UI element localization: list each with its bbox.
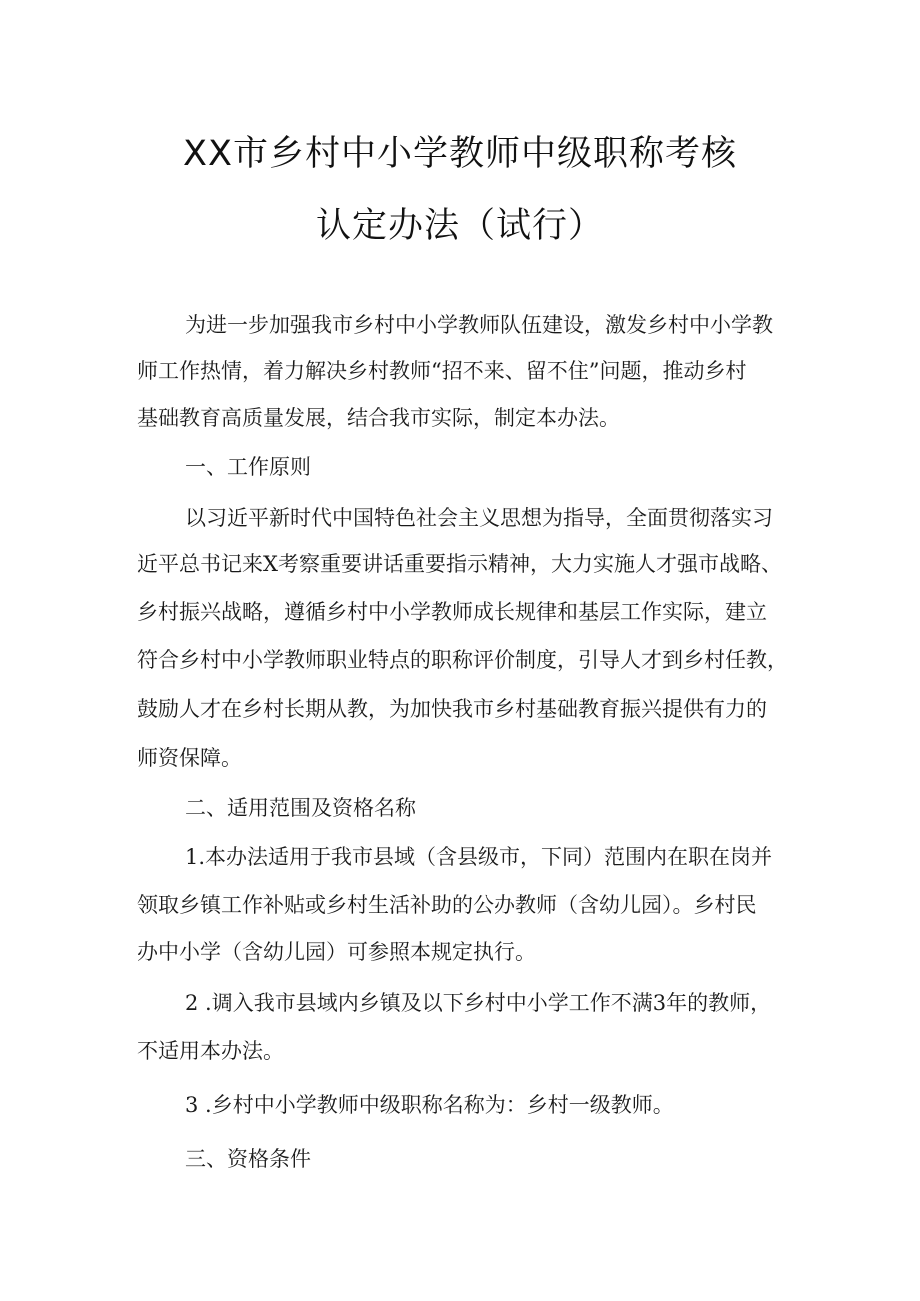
principles-line-3: 乡村振兴战略，遵循乡村中小学教师成长规律和基层工作实际，建立 bbox=[137, 600, 767, 624]
section-heading-qualifications: 三、资格条件 bbox=[185, 1147, 311, 1171]
section-heading-scope: 二、适用范围及资格名称 bbox=[185, 796, 416, 820]
intro-line-2: 师工作热情，着力解决乡村教师“招不来、留不住”问题，推动乡村 bbox=[137, 359, 747, 383]
principles-line-5: 鼓励人才在乡村长期从教，为加快我市乡村基础教育振兴提供有力的 bbox=[137, 697, 767, 721]
principles-line-4: 符合乡村中小学教师职业特点的职称评价制度，引导人才到乡村任教， bbox=[137, 648, 788, 672]
scope-item-1-line-2: 领取乡镇工作补贴或乡村生活补助的公办教师（含幼儿园）。乡村民 bbox=[137, 893, 757, 917]
intro-line-3: 基础教育高质量发展，结合我市实际，制定本办法。 bbox=[137, 406, 620, 430]
scope-item-1-line-3: 办中小学（含幼儿园）可参照本规定执行。 bbox=[137, 940, 536, 964]
scope-item-3: 3 .乡村中小学教师中级职称名称为：乡村一级教师。 bbox=[185, 1093, 674, 1117]
section-heading-principles: 一、工作原则 bbox=[185, 455, 311, 479]
scope-item-2-line-1: 2 .调入我市县域内乡镇及以下乡村中小学工作不满3年的教师， bbox=[185, 991, 772, 1015]
principles-line-6: 师资保障。 bbox=[137, 746, 242, 770]
document-title-line-1: XX市乡村中小学教师中级职称考核 bbox=[183, 134, 737, 174]
principles-line-2: 近平总书记来X考察重要讲话重要指示精神，大力实施人才强市战略、 bbox=[137, 552, 782, 576]
document-title-line-2: 认定办法（试行） bbox=[315, 206, 604, 246]
scope-item-1-line-1: 1.本办法适用于我市县域（含县级市，下同）范围内在职在岗并 bbox=[185, 845, 773, 869]
intro-line-1: 为进一步加强我市乡村中小学教师队伍建设，激发乡村中小学教 bbox=[185, 313, 773, 337]
scope-item-2-line-2: 不适用本办法。 bbox=[137, 1039, 284, 1063]
principles-line-1: 以习近平新时代中国特色社会主义思想为指导，全面贯彻落实习 bbox=[185, 506, 773, 530]
